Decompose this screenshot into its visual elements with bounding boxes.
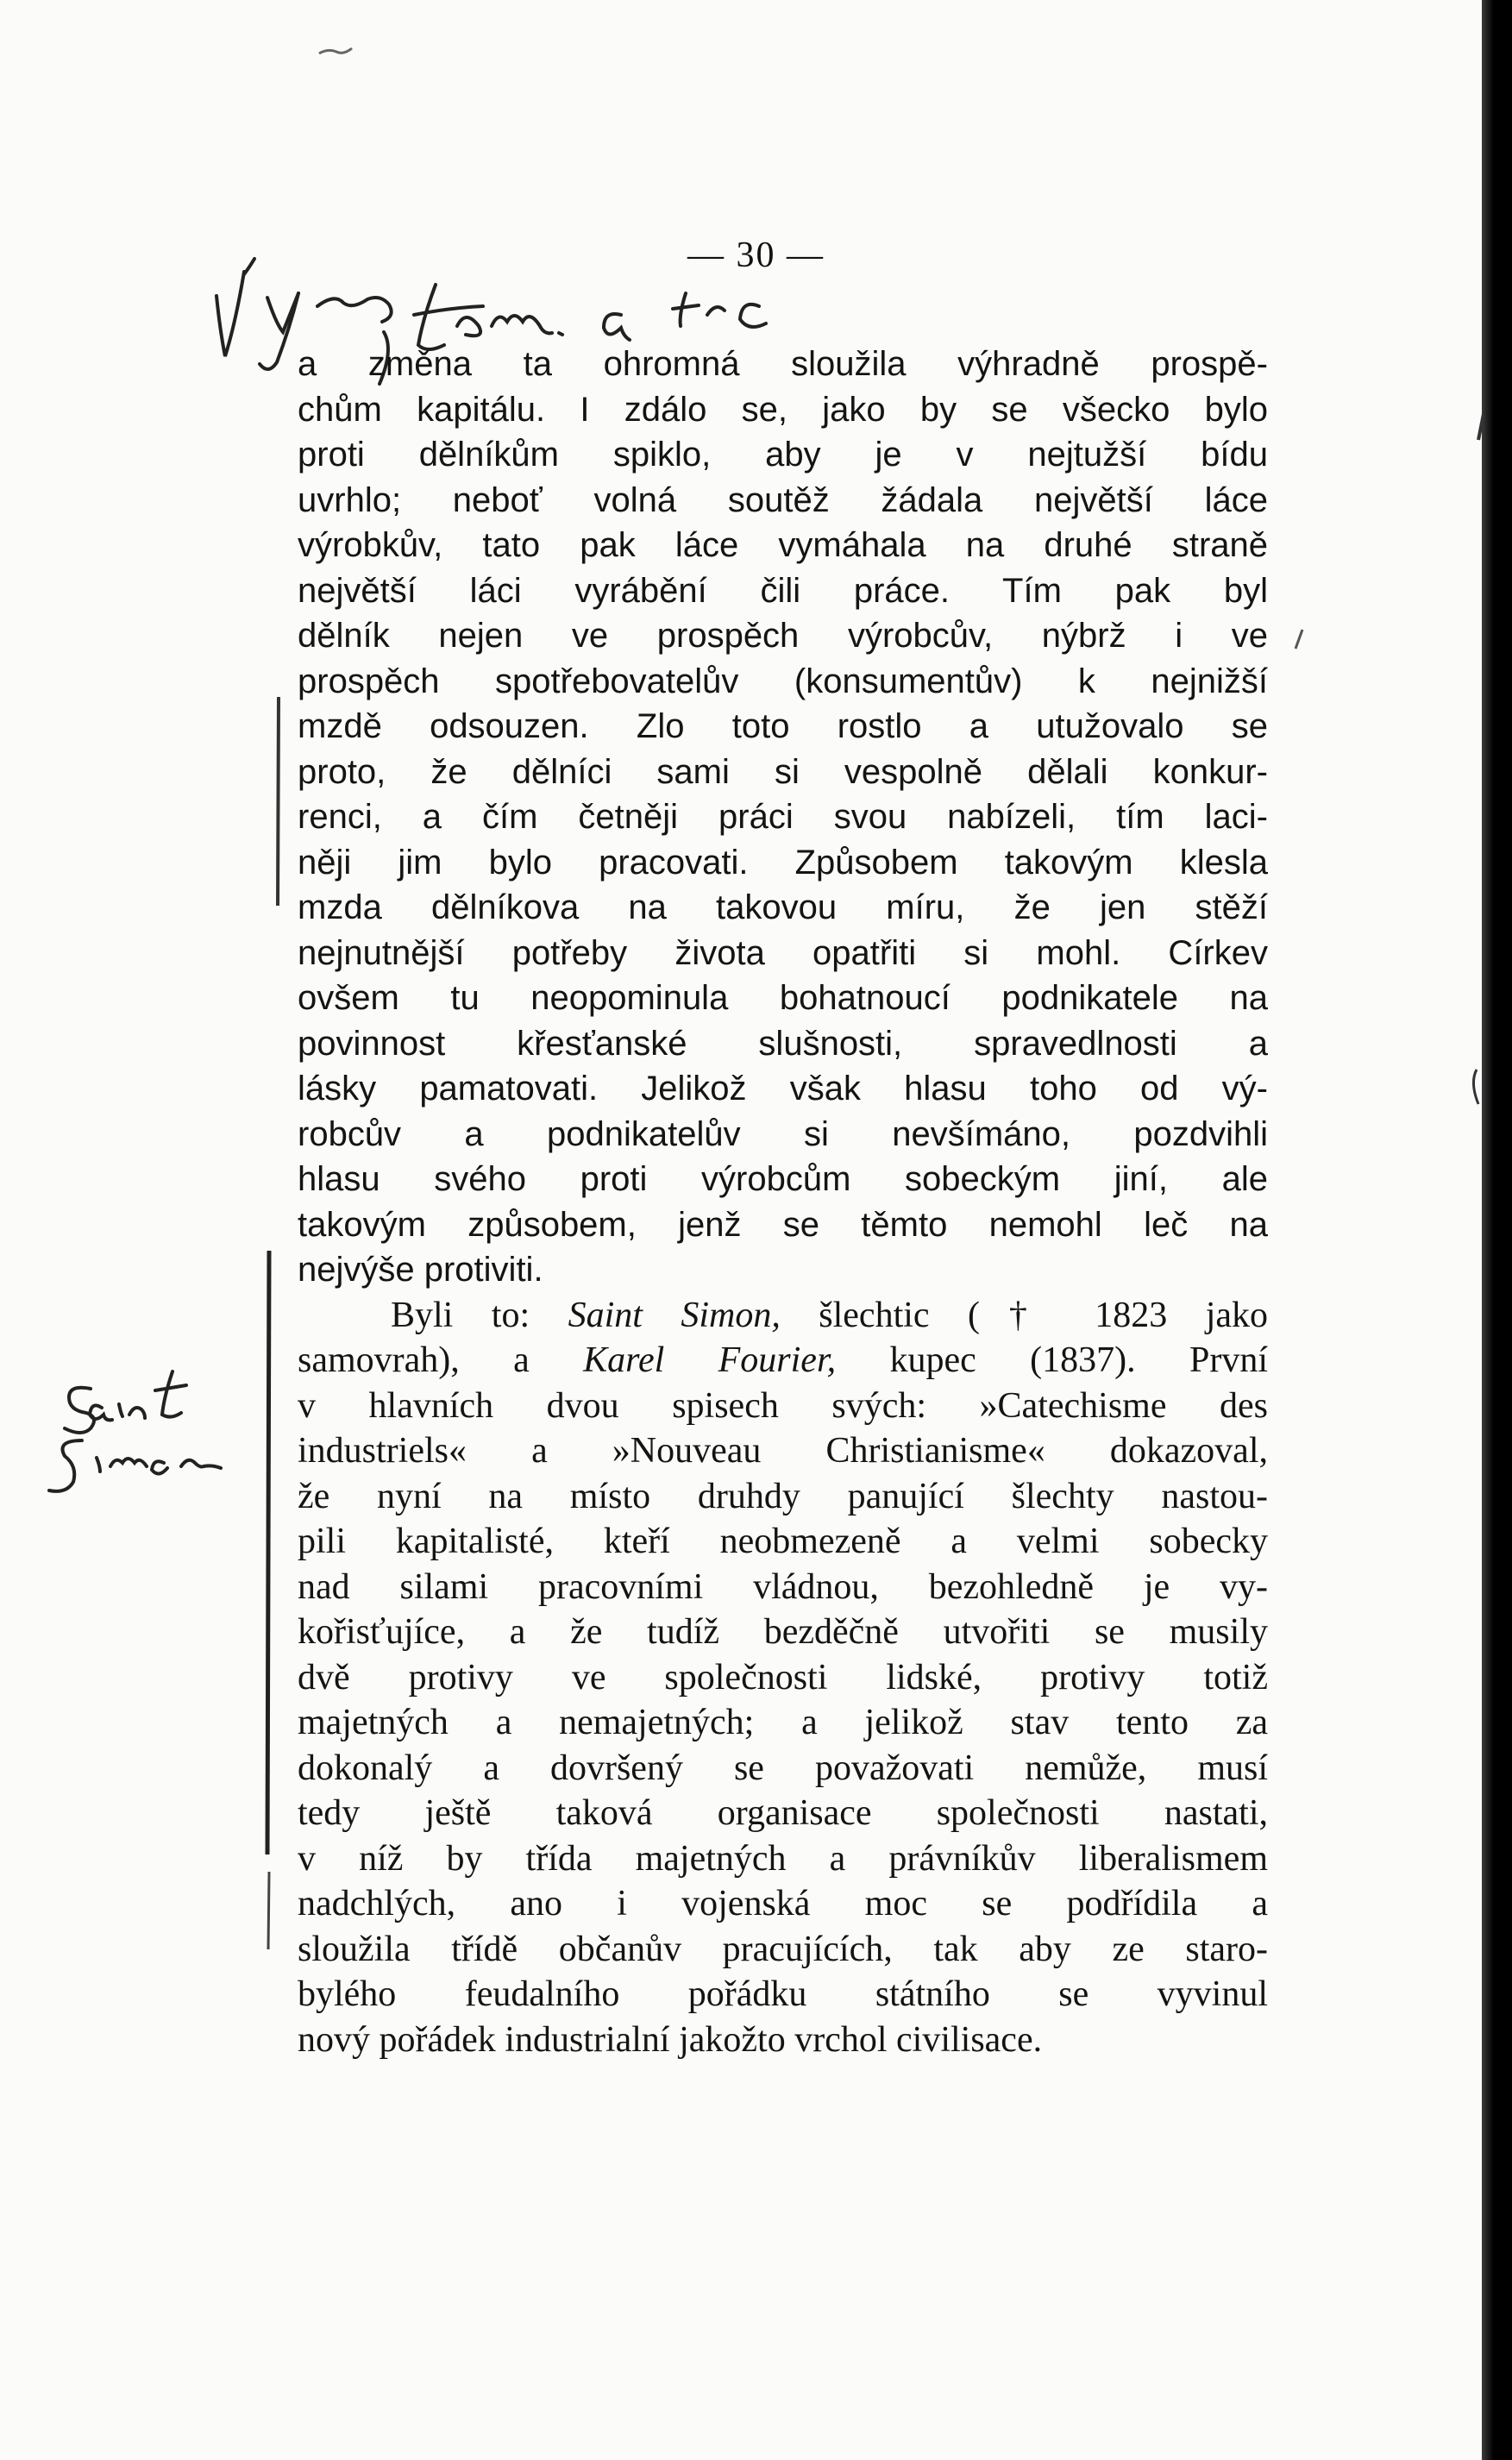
- text-line: výrobkův, tato pak láce vymáhala na druhé straně: [298, 526, 1268, 564]
- person-name-saint-simon: Saint Simon,: [568, 1295, 781, 1335]
- text-line: mzdě odsouzen. Zlo toto rostlo a utužovalo se: [298, 707, 1268, 745]
- text-line: a změna ta ohromná sloužila výhradně prospě-: [298, 345, 1268, 383]
- text-run: samovrah), a: [298, 1340, 530, 1380]
- text-line: v níž by třída majetných a právníkův liberalismem: [298, 1838, 1268, 1879]
- page-number: — 30 —: [687, 235, 825, 275]
- text-line: nejnutnější potřeby života opatřiti si mohl. Církev: [298, 933, 1268, 972]
- text-line: takovým způsobem, jenž se těmto nemohl leč na: [298, 1205, 1268, 1244]
- text-line: uvrhlo; neboť volná soutěž žádala největší láce: [298, 480, 1268, 519]
- text-line: lásky pamatovati. Jelikož však hlasu toho od vý-: [298, 1070, 1268, 1108]
- text-line: největší láci vyrábění čili práce. Tím pak byl: [298, 571, 1268, 610]
- text-line: dvě protivy ve společnosti lidské, protivy totiž: [298, 1657, 1268, 1698]
- text-line: prospěch spotřebovatelův (konsumentův) k nejnižší: [298, 662, 1268, 700]
- text-line: proto, že dělníci sami si vespolně dělali konkur-: [298, 752, 1268, 791]
- text-line: ovšem tu neopominula bohatnoucí podnikatele na: [298, 979, 1268, 1017]
- text-line: nad silami pracovními vládnou, bezohledně je vy-: [298, 1566, 1268, 1607]
- text-line: industriels« a »Nouveau Christianisme« dokazoval,: [298, 1431, 1268, 1471]
- person-name-karel-fourier: Karel Fourier,: [583, 1340, 837, 1380]
- text-line: sloužila třídě občanův pracujících, tak aby ze staro-: [298, 1929, 1268, 1969]
- text-line: chům kapitálu. I zdálo se, jako by se všecko bylo: [298, 390, 1268, 429]
- text-line: hlasu svého proti výrobcům sobeckým jiní, ale: [298, 1160, 1268, 1198]
- text-run: šlechtic († 1823 jako: [819, 1295, 1268, 1335]
- text-line: tedy ještě taková organisace společnosti nastati,: [298, 1793, 1268, 1833]
- text-line: nový pořádek industrialní jakožto vrchol civilisace.: [298, 2019, 1043, 2060]
- text-line: povinnost křesťanské slušnosti, spravedlnosti a: [298, 1024, 1268, 1063]
- text-line: majetných a nemajetných; a jelikož stav tento za: [298, 1703, 1268, 1742]
- text-line: renci, a čím četněji práci svou nabízeli, tím laci-: [298, 798, 1268, 836]
- text-run: Byli to:: [391, 1295, 530, 1335]
- text-line: dokonalý a dovršený se považovati nemůže, musí: [298, 1748, 1268, 1788]
- text-line: kořisťujíce, a že tudíž bezděčně utvořiti se musily: [298, 1612, 1268, 1652]
- text-line: něji jim bylo pracovati. Způsobem takovým klesla: [298, 843, 1268, 882]
- text-line: dělník nejen ve prospěch výrobcův, nýbrž i ve: [298, 617, 1268, 655]
- text-run: kupec (1837). První: [889, 1340, 1268, 1380]
- text-line: mzda dělníkova na takovou míru, že jen stěží: [298, 888, 1268, 926]
- text-line: proti dělníkům spiklo, aby je v nejtužší bídu: [298, 436, 1268, 474]
- text-line: že nyní na místo druhdy panující šlechty nastou-: [298, 1476, 1268, 1516]
- text-line: robcův a podnikatelův si nevšímáno, pozdvihli: [298, 1114, 1268, 1153]
- text-line: pili kapitalisté, kteří neobmezeně a velmi sobecky: [298, 1522, 1268, 1561]
- text-line: v hlavních dvou spisech svých: »Catechisme des: [298, 1385, 1268, 1426]
- margin-note-handwriting: [49, 1371, 221, 1491]
- text-line: nejvýše protiviti.: [298, 1251, 543, 1289]
- text-line: bylého feudalního pořádku státního se vyvinul: [298, 1974, 1268, 2014]
- text-line: nadchlých, ano i vojenská moc se podřídila a: [298, 1884, 1268, 1923]
